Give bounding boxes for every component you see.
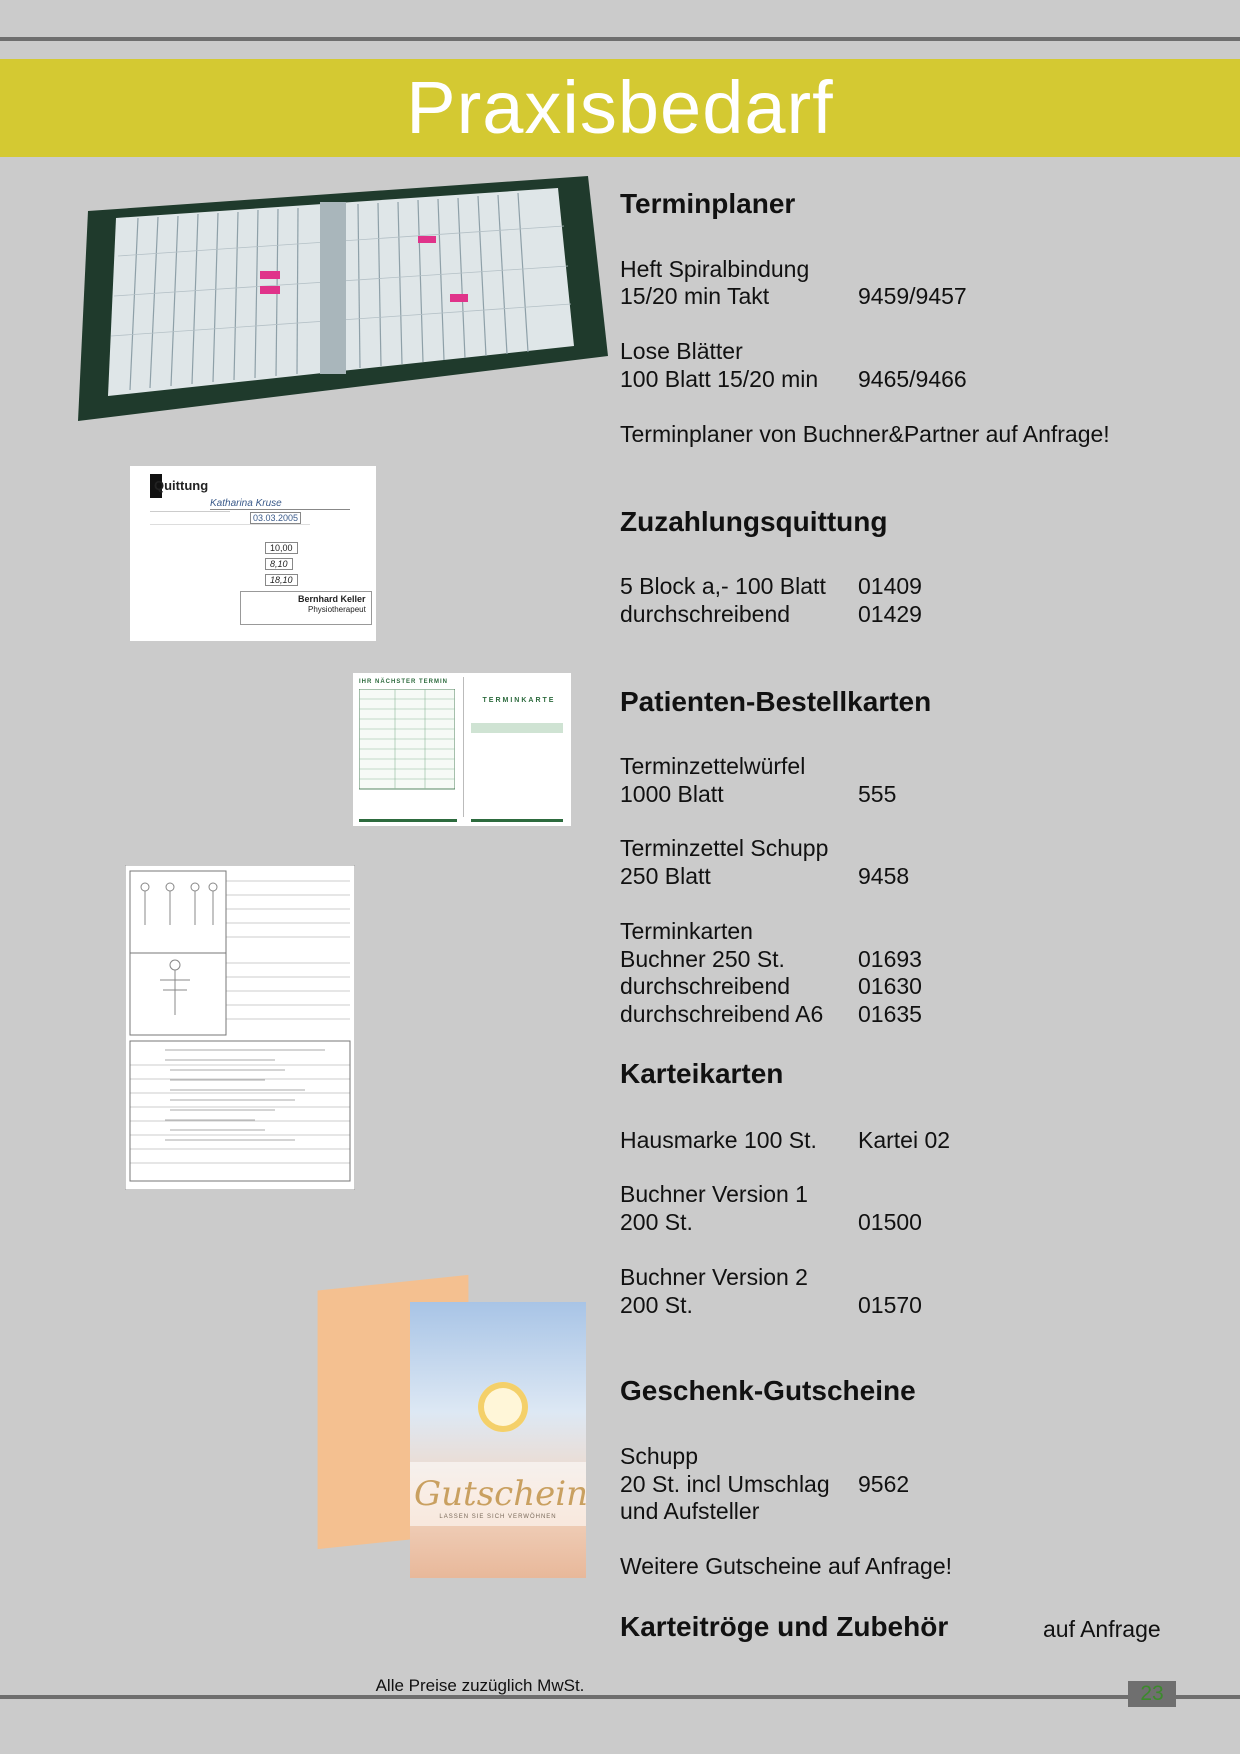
list-item: durchschreibend 01429 (620, 601, 922, 627)
karteitroege-title: Karteitröge und Zubehör (620, 1611, 949, 1642)
gutschein-tagline: LASSEN SIE SICH VERWÖHNEN (439, 1514, 557, 1520)
gutscheine-note: Weitere Gutscheine auf Anfrage! (620, 1553, 952, 1579)
quittung-name: Katharina Kruse (210, 498, 350, 510)
list-item: 100 Blatt 15/20 min 9465/9466 (620, 366, 967, 392)
quittung-heading: Quittung (154, 478, 209, 493)
title-banner (0, 59, 1240, 157)
list-item: Terminkarten (620, 918, 753, 944)
quittung-date: 03.03.2005 (250, 512, 301, 524)
gutscheine-title: Geschenk-Gutscheine (620, 1375, 916, 1406)
quittung-role: Physiotherapeut (308, 605, 366, 614)
list-item: 250 Blatt 9458 (620, 863, 910, 889)
page-number: 23 (1128, 1681, 1176, 1707)
list-item: 200 St. 01570 (620, 1292, 922, 1318)
list-item: 200 St. 01500 (620, 1209, 922, 1235)
quittung-image (130, 466, 376, 641)
list-item: durchschreibend 01630 (620, 973, 922, 999)
list-item: 5 Block a,- 100 Blatt 01409 (620, 573, 922, 599)
karteitroege-note: auf Anfrage (1043, 1616, 1161, 1642)
terminkarte-grid (359, 689, 455, 799)
list-item: und Aufsteller (620, 1498, 760, 1524)
list-item: Terminzettelwürfel (620, 753, 806, 779)
karteikarte-image (125, 865, 355, 1190)
list-item: durchschreibend A6 01635 (620, 1001, 922, 1027)
list-item: Terminzettel Schupp (620, 835, 829, 861)
gutschein-script: Gutschein (414, 1474, 589, 1514)
terminkarte-left-title: IHR NÄCHSTER TERMIN (359, 679, 448, 685)
bestellkarten-title: Patienten-Bestellkarten (620, 686, 932, 717)
list-item: Hausmarke 100 St. Kartei 02 (620, 1127, 951, 1153)
quittung-total: 18,10 (265, 574, 298, 586)
quittung-pct: 8,10 (265, 558, 293, 570)
list-item: Buchner 250 St. 01693 (620, 946, 922, 972)
list-item: 15/20 min Takt 9459/9457 (620, 283, 967, 309)
terminkarte-image (353, 673, 571, 826)
zuzahlung-title: Zuzahlungsquittung (620, 506, 888, 537)
list-item: Heft Spiralbindung (620, 256, 810, 282)
footer-note: Alle Preise zuzüglich MwSt. (375, 1676, 585, 1695)
terminplaner-note: Terminplaner von Buchner&Partner auf Anfrage! (620, 421, 1110, 447)
quittung-therapist: Bernhard Keller (298, 594, 366, 604)
list-item: Lose Blätter (620, 338, 743, 364)
list-item: Buchner Version 2 (620, 1264, 808, 1290)
list-item: 1000 Blatt 555 (620, 781, 897, 807)
list-item: 20 St. incl Umschlag 9562 (620, 1471, 910, 1497)
gutschein-image (318, 1262, 588, 1582)
terminkarte-right-title: TERMINKARTE (482, 697, 556, 704)
top-rule (0, 37, 1240, 41)
list-item: Buchner Version 1 (620, 1181, 808, 1207)
list-item: Schupp (620, 1443, 699, 1469)
page-title: Praxisbedarf (406, 66, 834, 149)
terminplaner-binder-image (78, 176, 608, 426)
quittung-fee: 10,00 (265, 542, 298, 554)
terminplaner-title: Terminplaner (620, 188, 796, 219)
karteikarten-title: Karteikarten (620, 1058, 784, 1089)
